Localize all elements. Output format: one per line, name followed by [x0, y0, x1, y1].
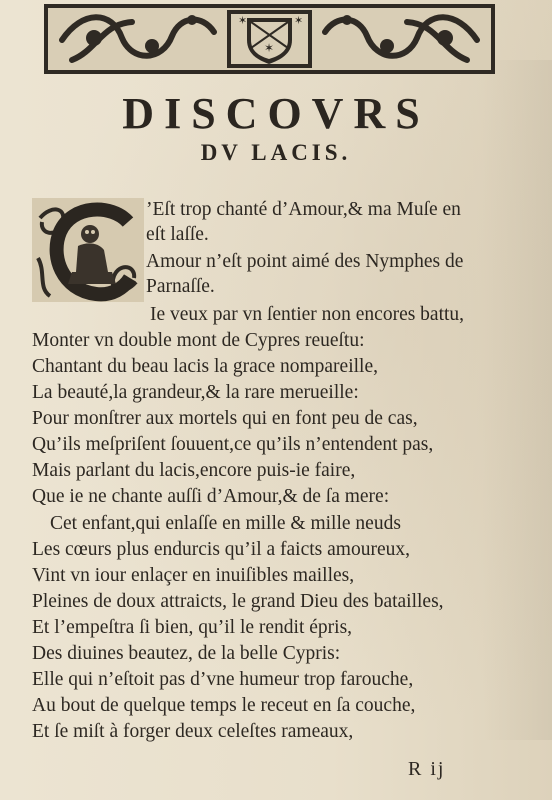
verse-line: Chantant du beau lacis la grace nompareille, — [32, 356, 378, 377]
drop-cap-initial — [32, 198, 144, 302]
headpiece-ornament-icon — [42, 0, 497, 78]
headpiece-ornament — [42, 0, 497, 78]
svg-text:✶: ✶ — [238, 14, 248, 27]
verse-line: Elle qui n’eſtoit pas d’vne humeur trop farouche, — [32, 669, 414, 690]
verse-line: Vint vn iour enlaçer en inuiſibles mailles, — [32, 565, 355, 586]
verse-line: Pleines de doux attraicts, le grand Dieu des batailles, — [32, 591, 444, 612]
verse-line: Ie veux par vn ſentier non encores battu, — [150, 304, 465, 325]
verse-line: Cet enfant,qui enlaſſe en mille & mille neuds — [50, 513, 401, 534]
signature-mark: R ij — [408, 758, 446, 780]
verse-line: Mais parlant du lacis,encore puis-ie faire, — [32, 460, 356, 481]
verse-line: Des diuines beautez, de la belle Cypris: — [32, 643, 341, 664]
verse-line: Et l’empeſtra ſi bien, qu’il le rendit épris, — [32, 617, 353, 638]
verse-line: Que ie ne chante auſſi d’Amour,& de ſa mere: — [32, 486, 390, 507]
chapter-subtitle: DV LACIS. — [200, 140, 352, 165]
verse-line: ’Eſt trop chanté d’Amour,& ma Muſe en — [146, 199, 461, 220]
verse-line: Qu’ils meſpriſent ſouuent,ce qu’ils n’entendent pas, — [32, 434, 434, 455]
verse-line: Les cœurs plus endurcis qu’il a faicts amoureux, — [32, 539, 410, 560]
verse-line: Monter vn double mont de Cypres reueſtu: — [32, 330, 365, 351]
verse-line: Parnaſſe. — [146, 276, 215, 297]
verse-line: eſt laſſe. — [146, 224, 209, 245]
chapter-title: DISCOVRS — [122, 89, 430, 138]
verse-line: La beauté,la grandeur,& la rare merueille: — [32, 382, 359, 403]
verse-line: Pour monſtrer aux mortels qui en font peu de cas, — [32, 408, 418, 429]
verse-line: Au bout de quelque temps le receut en ſa couche, — [32, 695, 416, 716]
svg-text:✶: ✶ — [294, 14, 304, 27]
historiated-initial-icon — [32, 198, 144, 302]
verse-line: Amour n’eſt point aimé des Nymphes de — [146, 251, 464, 272]
svg-text:✶: ✶ — [263, 41, 275, 55]
verse-line: Et ſe miſt à forger deux celeſtes rameaux, — [32, 721, 354, 742]
